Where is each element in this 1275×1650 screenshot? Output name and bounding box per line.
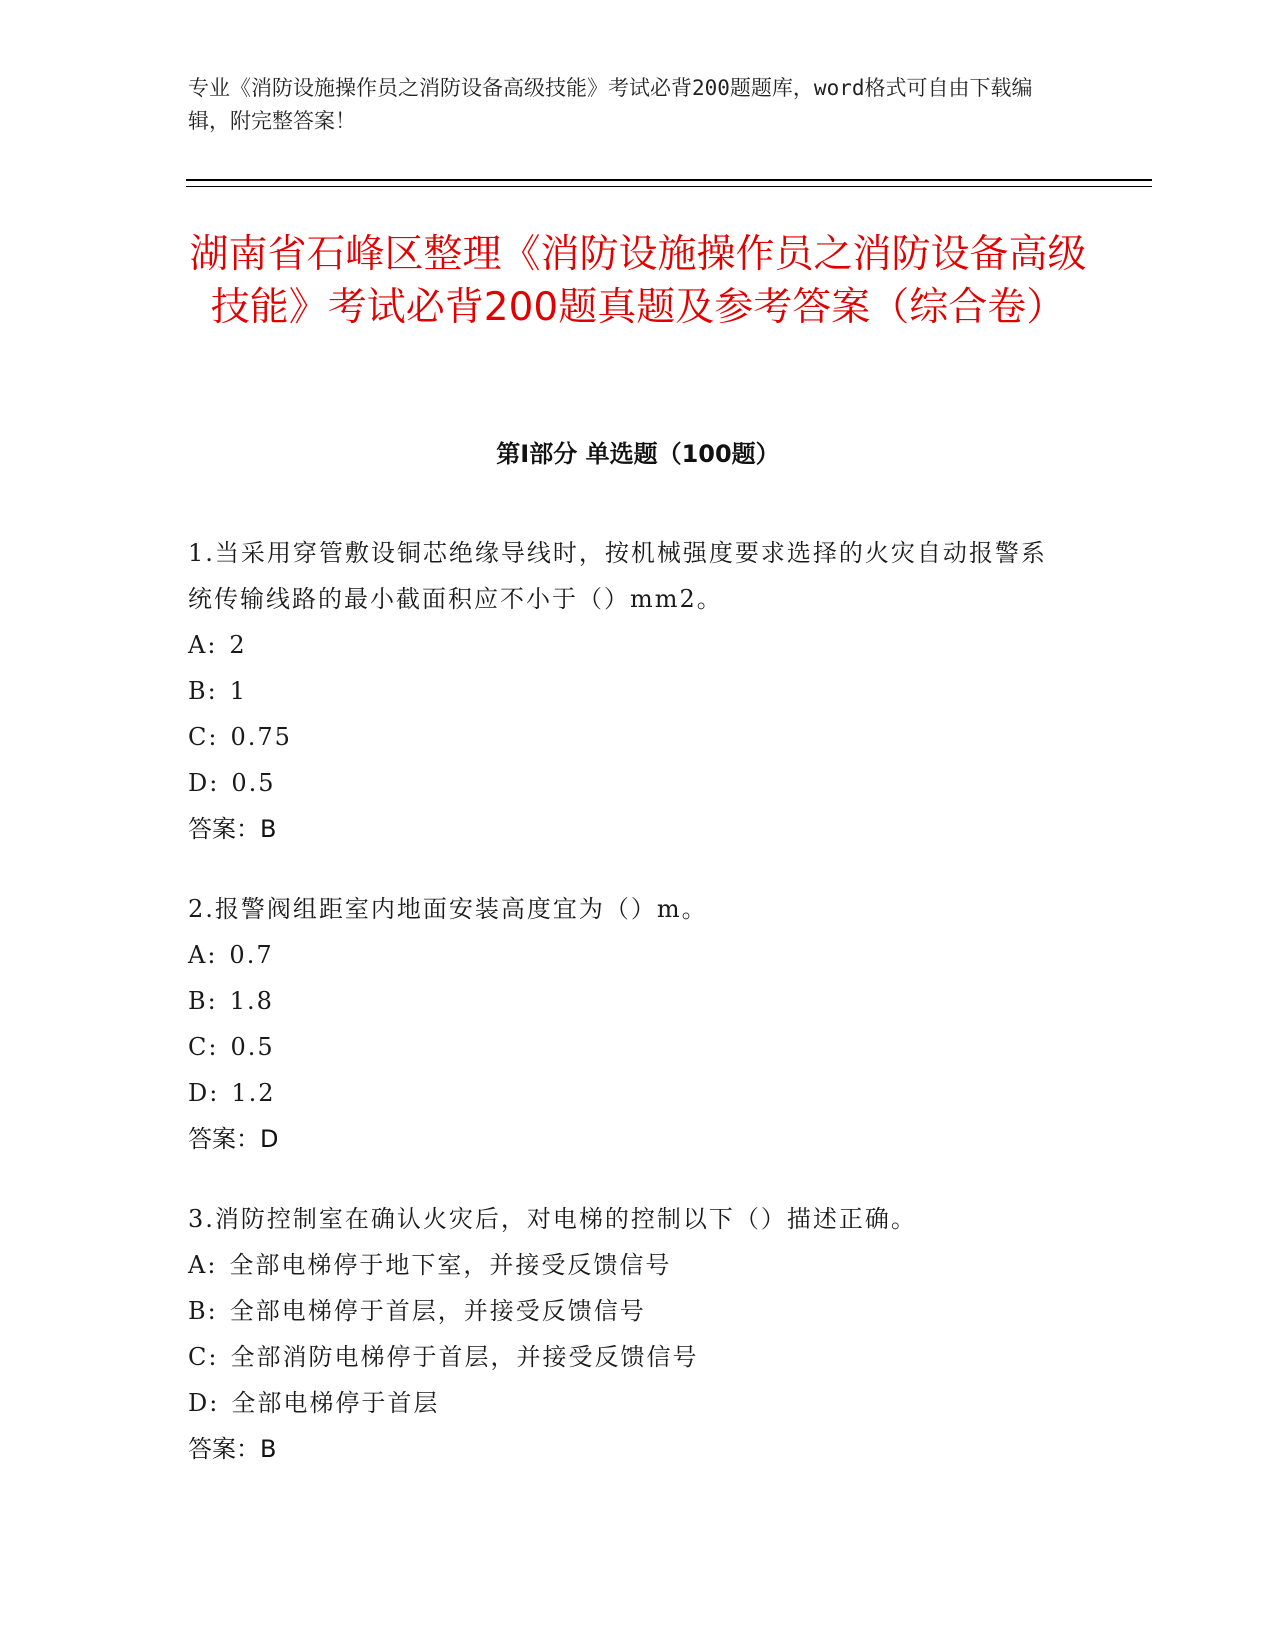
option-d	[188, 760, 1068, 806]
answer: 答案：B	[188, 1435, 277, 1463]
option-text: 全部电梯停于首层，并接受反馈信号	[229, 1297, 646, 1325]
header-note: 专业《消防设施操作员之消防设备高级技能》考试必背200题题库，word格式可自由下载编辑，附完整答案！	[188, 76, 1033, 133]
question-list	[188, 530, 1068, 1506]
option-text: 0.7	[229, 941, 274, 969]
option-text: 全部电梯停于首层	[231, 1389, 440, 1417]
option-key: A:	[188, 631, 218, 659]
question-stem: 3.消防控制室在确认火灾后，对电梯的控制以下（）描述正确。	[188, 1205, 917, 1233]
option-d	[188, 1380, 1068, 1426]
question-3	[188, 1196, 1068, 1472]
option-key: A:	[188, 941, 218, 969]
option-c	[188, 1334, 1068, 1380]
option-a	[188, 932, 1068, 978]
option-text: 1.2	[231, 1079, 276, 1107]
question-1	[188, 530, 1068, 852]
option-text: 全部电梯停于地下室，并接受反馈信号	[229, 1251, 672, 1279]
option-text: 全部消防电梯停于首层，并接受反馈信号	[230, 1343, 699, 1371]
option-key: C:	[188, 1033, 219, 1061]
option-key: B:	[188, 1297, 218, 1325]
option-key: C:	[188, 723, 219, 751]
option-b	[188, 668, 1068, 714]
document-title: 湖南省石峰区整理《消防设施操作员之消防设备高级技能》考试必背200题真题及参考答案（综合卷）	[189, 232, 1087, 330]
answer: 答案：D	[188, 1125, 279, 1153]
question-stem: 2.报警阀组距室内地面安装高度宜为（）m。	[188, 895, 708, 923]
section-title: 第Ⅰ部分 单选题（100题）	[496, 440, 780, 468]
option-b	[188, 1288, 1068, 1334]
option-d	[188, 1070, 1068, 1116]
option-b	[188, 978, 1068, 1024]
option-c	[188, 714, 1068, 760]
answer: 答案：B	[188, 815, 277, 843]
option-key: D:	[188, 1389, 220, 1417]
option-text: 1.8	[229, 987, 274, 1015]
option-a	[188, 622, 1068, 668]
option-key: D:	[188, 769, 220, 797]
option-key: C:	[188, 1343, 219, 1371]
option-key: A:	[188, 1251, 218, 1279]
option-a	[188, 1242, 1068, 1288]
option-key: D:	[188, 1079, 220, 1107]
option-key: B:	[188, 677, 218, 705]
option-text: 2	[229, 631, 247, 659]
option-text: 0.5	[230, 1033, 275, 1061]
option-text: 0.75	[230, 723, 292, 751]
question-2	[188, 886, 1068, 1162]
header-rule-thin	[186, 186, 1152, 187]
option-text: 0.5	[231, 769, 276, 797]
header-rule-thick	[186, 179, 1152, 181]
option-key: B:	[188, 987, 218, 1015]
option-text: 1	[229, 677, 248, 705]
question-stem: 1.当采用穿管敷设铜芯绝缘导线时，按机械强度要求选择的火灾自动报警系统传输线路的最小截面积应不小于（）mm2。	[188, 539, 1047, 613]
option-c	[188, 1024, 1068, 1070]
